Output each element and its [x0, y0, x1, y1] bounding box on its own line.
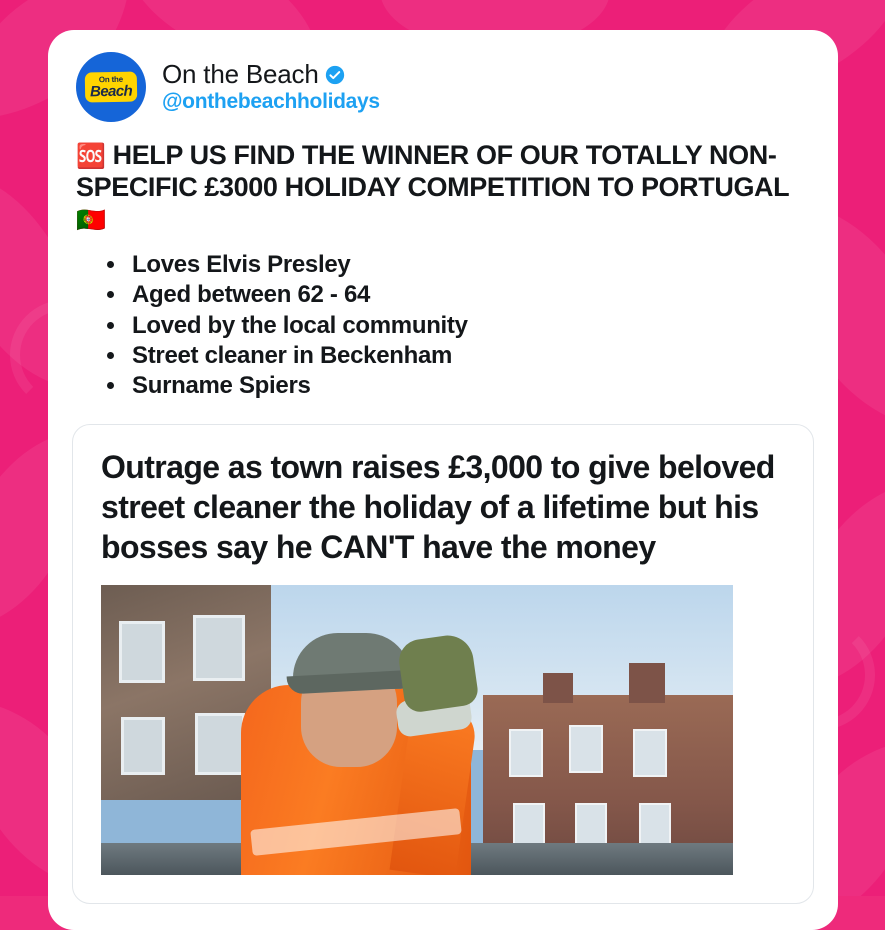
avatar-logo-line2: Beach — [89, 82, 133, 101]
verified-badge-icon — [325, 65, 345, 85]
avatar[interactable] — [76, 52, 146, 122]
photo-chimney — [543, 673, 573, 703]
display-name[interactable]: On the Beach — [162, 58, 319, 89]
photo-worker-glove — [396, 632, 479, 714]
list-item: • Surname Spiers — [128, 371, 810, 401]
link-preview-title: Outrage as town raises £3,000 to give beloved street cleaner the holiday of a lifetime but his bosses say he CAN'T have the money — [101, 448, 775, 565]
photo-window — [121, 717, 165, 775]
photo-window — [195, 713, 245, 775]
photo-chimney — [629, 663, 665, 703]
link-preview-card[interactable] — [72, 424, 814, 904]
sos-emoji: 🆘 — [76, 143, 106, 170]
tweet-text — [76, 140, 810, 236]
list-item: • Loves Elvis Presley — [128, 250, 810, 280]
avatar-logo-line1: On the — [98, 74, 124, 85]
account-name-block — [162, 60, 380, 114]
list-item: • Loved by the local community — [128, 311, 810, 341]
account-handle[interactable]: @onthebeachholidays — [162, 89, 380, 113]
list-item: • Aged between 62 - 64 — [128, 280, 810, 310]
photo-window — [575, 803, 607, 847]
tweet-card — [48, 30, 838, 930]
tweet-headline-text: HELP US FIND THE WINNER OF OUR TOTALLY NON-SPECIFIC £3000 HOLIDAY COMPETITION TO PORTUGAL — [76, 140, 789, 202]
display-name-row — [162, 60, 380, 90]
link-preview-image — [101, 585, 733, 875]
photo-window — [633, 729, 667, 777]
avatar-logo — [85, 72, 138, 103]
photo-window — [119, 621, 165, 683]
photo-window — [193, 615, 245, 681]
tweet-header — [76, 52, 810, 122]
clue-list — [76, 250, 810, 402]
photo-window — [569, 725, 603, 773]
photo-window — [513, 803, 545, 847]
photo-window — [639, 803, 671, 847]
portugal-flag-emoji: 🇵🇹 — [76, 206, 106, 234]
list-item: • Street cleaner in Beckenham — [128, 341, 810, 371]
photo-window — [509, 729, 543, 777]
